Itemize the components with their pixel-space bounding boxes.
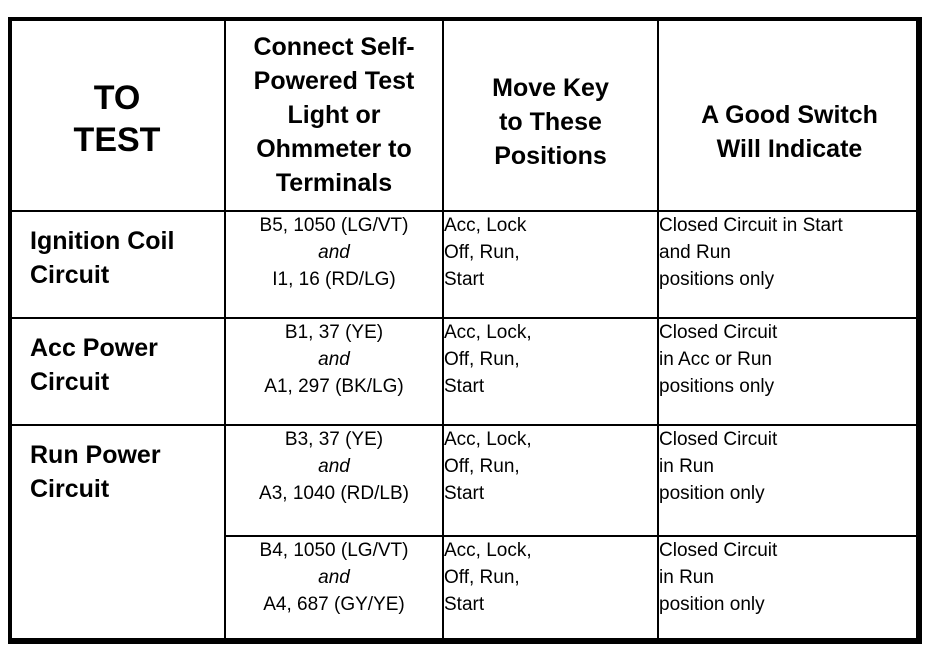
indication-line-3: position only <box>659 594 765 615</box>
test-name-line-2: Circuit <box>30 368 110 396</box>
table-outer-border <box>8 17 920 642</box>
indication-line-1: Closed Circuit in Start <box>659 215 843 236</box>
header-move-line-2: to These <box>499 107 602 136</box>
positions-line-3: Start <box>444 269 485 290</box>
terminal-a: B3, 37 (YE) <box>284 429 384 450</box>
header-connect-line-4: Ohmmeter to <box>256 134 412 163</box>
terminal-a: B4, 1050 (LG/VT) <box>259 540 409 561</box>
positions-line-3: Start <box>444 376 485 397</box>
terminal-and: and <box>318 456 350 477</box>
header-good-line-1: A Good Switch <box>701 100 878 129</box>
indication-line-1: Closed Circuit <box>659 540 778 561</box>
terminal-b: A3, 1040 (RD/LB) <box>259 483 409 504</box>
positions-line-3: Start <box>444 594 485 615</box>
terminal-a: B1, 37 (YE) <box>284 322 384 343</box>
header-move-line-1: Move Key <box>492 73 609 102</box>
header-good-line-2: Will Indicate <box>716 134 863 163</box>
header-connect-line-1: Connect Self- <box>253 32 415 61</box>
indication-line-2: in Acc or Run <box>659 349 772 370</box>
indication-line-2: in Run <box>659 567 714 588</box>
test-name-line-1: Ignition Coil <box>30 227 175 255</box>
positions-line-1: Acc, Lock, <box>444 540 532 561</box>
header-move-line-3: Positions <box>494 141 607 170</box>
terminal-b: A4, 687 (GY/YE) <box>263 594 405 615</box>
positions-line-2: Off, Run, <box>444 456 520 477</box>
positions-line-1: Acc, Lock <box>444 215 527 236</box>
header-to-test-line-2: TEST <box>73 120 161 159</box>
header-to-test-line-1: TO <box>93 78 141 117</box>
terminal-a: B5, 1050 (LG/VT) <box>259 215 409 236</box>
terminal-and: and <box>318 567 350 588</box>
terminal-and: and <box>318 349 350 370</box>
header-connect-line-5: Terminals <box>275 168 393 197</box>
positions-line-2: Off, Run, <box>444 349 520 370</box>
test-name-line-1: Acc Power <box>30 334 158 362</box>
positions-line-3: Start <box>444 483 485 504</box>
positions-line-1: Acc, Lock, <box>444 322 532 343</box>
test-name-line-2: Circuit <box>30 261 110 289</box>
terminal-b: I1, 16 (RD/LG) <box>272 269 396 290</box>
positions-line-2: Off, Run, <box>444 242 520 263</box>
indication-line-2: in Run <box>659 456 714 477</box>
test-name-line-1: Run Power <box>30 441 161 469</box>
indication-line-3: positions only <box>659 376 775 397</box>
indication-line-1: Closed Circuit <box>659 429 778 450</box>
indication-line-3: position only <box>659 483 765 504</box>
header-connect-line-3: Light or <box>287 100 381 129</box>
positions-line-2: Off, Run, <box>444 567 520 588</box>
indication-line-2: and Run <box>659 242 731 263</box>
indication-line-1: Closed Circuit <box>659 322 778 343</box>
indication-line-3: positions only <box>659 269 775 290</box>
header-connect-line-2: Powered Test <box>253 66 415 95</box>
terminal-b: A1, 297 (BK/LG) <box>264 376 404 397</box>
terminal-and: and <box>318 242 350 263</box>
positions-line-1: Acc, Lock, <box>444 429 532 450</box>
test-name-line-2: Circuit <box>30 475 110 503</box>
